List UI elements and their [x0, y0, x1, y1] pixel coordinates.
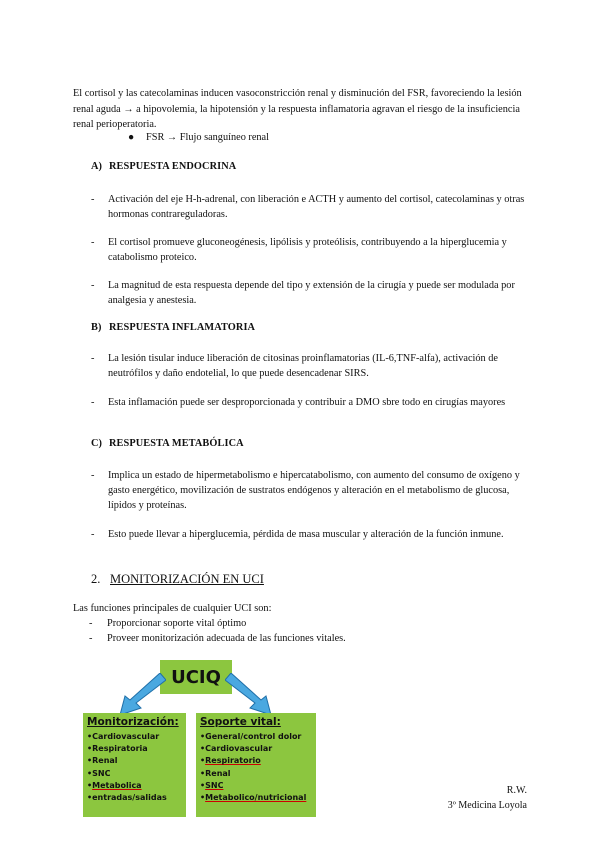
arrow-right-icon	[225, 673, 275, 717]
list-item: - Esto puede llevar a hiperglucemia, pérdida de masa muscular y alteración de la función inmune.	[91, 529, 504, 540]
footer-course: 3º Medicina Loyola	[447, 800, 527, 811]
uciq-box: UCIQ	[160, 660, 232, 694]
list-item: - Proveer monitorización adecuada de las funciones vitales.	[89, 633, 346, 644]
list-item: - El cortisol promueve gluconeogénesis, lipólisis y proteólisis, contribuyendo a la hiperglucemia y catabolismo proteico.	[91, 237, 507, 263]
list-item: •SNC	[87, 768, 111, 778]
list-item: •Renal	[200, 768, 231, 778]
list-item: - La lesión tisular induce liberación de citosinas proinflamatorias (IL-6,TNF-alfa), activación de neutrófilos y daño endotelial, lo que puede desencadenar SIRS.	[91, 353, 498, 379]
heading-respuesta-inflamatoria: B) RESPUESTA INFLAMATORIA	[91, 322, 256, 333]
functions-intro: Las funciones principales de cualquier UCI son:	[73, 603, 272, 614]
footer-initials: R.W.	[506, 785, 527, 796]
list-item: •Respiratorio	[200, 756, 261, 766]
monitorizacion-title: Monitorización:	[87, 716, 179, 728]
functions-block	[73, 601, 346, 646]
heading-respuesta-endocrina: A) RESPUESTA ENDOCRINA	[91, 161, 237, 172]
list-item: •Metabolico/nutricional	[200, 793, 307, 803]
list-item: •Respiratoria	[87, 744, 148, 754]
soporte-vital-box	[196, 713, 316, 817]
list-item: •Cardiovascular	[200, 744, 273, 754]
list-item: - Proporcionar soporte vital óptimo	[89, 618, 247, 629]
bullet-icon: ●	[128, 132, 135, 143]
fsr-bullet-text: FSR → Flujo sanguíneo renal	[146, 132, 269, 143]
soporte-vital-title: Soporte vital:	[200, 716, 281, 728]
list-item: •Metabolica	[87, 780, 142, 790]
list-item: •General/control dolor	[200, 732, 302, 741]
list-item: - Esta inflamación puede ser desproporcionada y contribuir a DMO sbre todo en cirugías mayores	[91, 397, 506, 408]
arrow-left-icon	[116, 673, 166, 717]
list-item: •entradas/salidas	[87, 793, 167, 803]
list-item: - Activación del eje H-h-adrenal, con liberación e ACTH y aumento del cortisol, catecolaminas y otras hormonas contrareguladoras.	[91, 194, 525, 220]
list-item: - La magnitud de esta respuesta depende del tipo y extensión de la cirugía y puede ser modulada por analgesia y anestesia.	[91, 280, 515, 306]
heading-respuesta-metabolica: C) RESPUESTA METABÓLICA	[91, 438, 244, 449]
list-item: •SNC	[200, 780, 224, 790]
intro-paragraph: El cortisol y las catecolaminas inducen vasoconstricción renal y disminución del FSR, favoreciendo la lesión renal aguda → a hipovolemia, la hipotensión y la respuesta inflamatoria agravan el riesgo de la insuficiencia renal perioperatoria.	[73, 88, 522, 130]
uciq-diagram	[80, 655, 320, 825]
footer-signature	[448, 783, 527, 813]
list-item: •Cardiovascular	[87, 732, 160, 741]
monitorizacion-box	[83, 713, 186, 817]
list-item: - Implica un estado de hipermetabolismo e hipercatabolismo, con aumento del consumo de oxígeno y gasto energético, movilización de sustratos endógenos y alteración en el metabolismo de glucosa, lípidos y proteínas.	[91, 470, 520, 511]
section-2-heading: 2. MONITORIZACIÓN EN UCI	[91, 572, 264, 586]
list-item: •Renal	[87, 756, 118, 766]
fsr-bullet	[128, 132, 269, 143]
